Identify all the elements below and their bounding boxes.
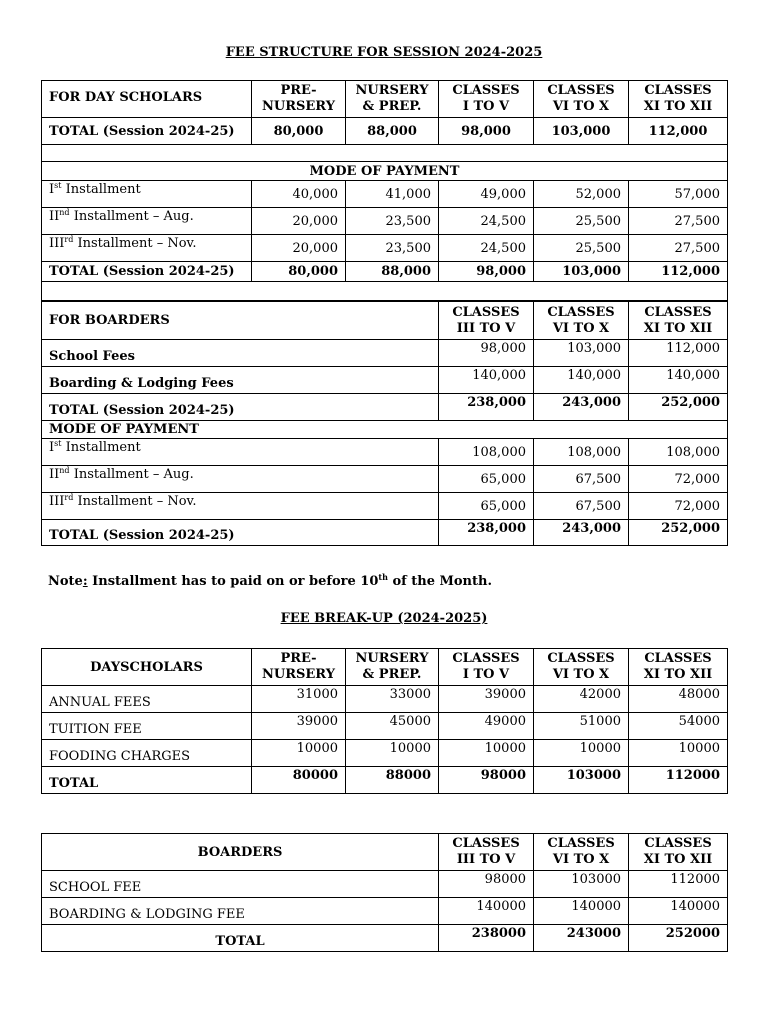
installment-label: IIIrd Installment – Nov. xyxy=(42,235,252,262)
col-header: NURSERY & PREP. xyxy=(346,81,439,118)
installment-value: 27,500 xyxy=(629,235,728,262)
row-value: 10000 xyxy=(439,740,534,767)
total-value: 103,000 xyxy=(534,118,629,145)
installment-value: 24,500 xyxy=(439,235,534,262)
installment-value: 41,000 xyxy=(346,181,439,208)
total-value: 112,000 xyxy=(629,118,728,145)
total-value: 103000 xyxy=(534,767,629,794)
mode-total-value: 243,000 xyxy=(534,520,629,546)
total-value: 252,000 xyxy=(629,394,728,421)
installment-value: 67,500 xyxy=(534,493,629,520)
total-value: 88,000 xyxy=(346,118,439,145)
col-header: CLASSES I TO V xyxy=(439,81,534,118)
mode-total-value: 98,000 xyxy=(439,262,534,282)
installment-value: 27,500 xyxy=(629,208,728,235)
installment-value: 23,500 xyxy=(346,208,439,235)
breakup-dayscholars-table xyxy=(41,648,728,794)
installment-value: 57,000 xyxy=(629,181,728,208)
installment-value: 108,000 xyxy=(629,439,728,466)
boarders-table xyxy=(41,301,728,546)
installment-value: 40,000 xyxy=(252,181,346,208)
row-value: 54000 xyxy=(629,713,728,740)
total-label: TOTAL xyxy=(42,925,439,952)
row-label: Boarding & Lodging Fees xyxy=(42,367,439,394)
row-value: 112,000 xyxy=(629,340,728,367)
row-value: 10000 xyxy=(534,740,629,767)
installment-value: 72,000 xyxy=(629,466,728,493)
row-value: 140,000 xyxy=(439,367,534,394)
installment-value: 25,500 xyxy=(534,235,629,262)
mode-of-payment-label: MODE OF PAYMENT xyxy=(42,421,728,439)
total-value: 252000 xyxy=(629,925,728,952)
row-label: TUITION FEE xyxy=(42,713,252,740)
installment-label: IIIrd Installment – Nov. xyxy=(42,493,439,520)
row-value: 31000 xyxy=(252,686,346,713)
installment-value: 108,000 xyxy=(534,439,629,466)
row-label: FOODING CHARGES xyxy=(42,740,252,767)
col-header: CLASSES XI TO XII xyxy=(629,302,728,340)
boarders-label: FOR BOARDERS xyxy=(42,302,439,340)
installment-value: 23,500 xyxy=(346,235,439,262)
total-label: TOTAL xyxy=(42,767,252,794)
row-value: 10000 xyxy=(346,740,439,767)
mode-total-value: 112,000 xyxy=(629,262,728,282)
row-value: 103,000 xyxy=(534,340,629,367)
row-value: 39000 xyxy=(439,686,534,713)
row-value: 98,000 xyxy=(439,340,534,367)
installment-value: 65,000 xyxy=(439,493,534,520)
installment-value: 72,000 xyxy=(629,493,728,520)
installment-value: 49,000 xyxy=(439,181,534,208)
col-header: CLASSES XI TO XII xyxy=(629,649,728,686)
col-header: PRE- NURSERY xyxy=(252,649,346,686)
col-header: CLASSES XI TO XII xyxy=(629,81,728,118)
installment-value: 25,500 xyxy=(534,208,629,235)
col-header: CLASSES VI TO X xyxy=(534,81,629,118)
row-value: 10000 xyxy=(629,740,728,767)
installment-value: 67,500 xyxy=(534,466,629,493)
total-value: 98,000 xyxy=(439,118,534,145)
mode-total-value: 88,000 xyxy=(346,262,439,282)
col-header: CLASSES XI TO XII xyxy=(629,834,728,871)
total-value: 80,000 xyxy=(252,118,346,145)
col-header: CLASSES VI TO X xyxy=(534,302,629,340)
total-value: 112000 xyxy=(629,767,728,794)
row-value: 33000 xyxy=(346,686,439,713)
breakup-boarders-table xyxy=(41,833,728,952)
mode-total-label: TOTAL (Session 2024-25) xyxy=(42,262,252,282)
mode-total-value: 252,000 xyxy=(629,520,728,546)
installment-value: 20,000 xyxy=(252,235,346,262)
row-value: 140000 xyxy=(439,898,534,925)
breakup-title: FEE BREAK-UP (2024-2025) xyxy=(280,611,488,626)
page-title: FEE STRUCTURE FOR SESSION 2024-2025 xyxy=(225,45,543,60)
installment-value: 108,000 xyxy=(439,439,534,466)
col-header: NURSERY & PREP. xyxy=(346,649,439,686)
row-label: School Fees xyxy=(42,340,439,367)
total-label: TOTAL (Session 2024-25) xyxy=(42,394,439,421)
mode-of-payment-label: MODE OF PAYMENT xyxy=(42,162,728,181)
day-scholars-table xyxy=(41,80,728,301)
dayscholars-label: DAYSCHOLARS xyxy=(42,649,252,686)
total-value: 238,000 xyxy=(439,394,534,421)
row-value: 112000 xyxy=(629,871,728,898)
col-header: CLASSES III TO V xyxy=(439,834,534,871)
row-value: 45000 xyxy=(346,713,439,740)
boarders-label: BOARDERS xyxy=(42,834,439,871)
installment-value: 65,000 xyxy=(439,466,534,493)
total-value: 80000 xyxy=(252,767,346,794)
installment-value: 20,000 xyxy=(252,208,346,235)
row-value: 10000 xyxy=(252,740,346,767)
row-value: 140000 xyxy=(534,898,629,925)
total-label: TOTAL (Session 2024-25) xyxy=(42,118,252,145)
installment-label: IInd Installment – Aug. xyxy=(42,466,439,493)
mode-total-value: 80,000 xyxy=(252,262,346,282)
day-label: FOR DAY SCHOLARS xyxy=(42,81,252,118)
col-header: CLASSES VI TO X xyxy=(534,834,629,871)
col-header: PRE- NURSERY xyxy=(252,81,346,118)
row-value: 42000 xyxy=(534,686,629,713)
installment-note: Note: Installment has to paid on or before 10th of the Month. xyxy=(48,572,492,589)
col-header: CLASSES III TO V xyxy=(439,302,534,340)
mode-total-label: TOTAL (Session 2024-25) xyxy=(42,520,439,546)
installment-value: 52,000 xyxy=(534,181,629,208)
col-header: CLASSES VI TO X xyxy=(534,649,629,686)
col-header: CLASSES I TO V xyxy=(439,649,534,686)
total-value: 88000 xyxy=(346,767,439,794)
row-label: SCHOOL FEE xyxy=(42,871,439,898)
row-value: 48000 xyxy=(629,686,728,713)
mode-total-value: 238,000 xyxy=(439,520,534,546)
row-value: 140000 xyxy=(629,898,728,925)
installment-label: IInd Installment – Aug. xyxy=(42,208,252,235)
spacer-row xyxy=(42,145,728,162)
installment-value: 24,500 xyxy=(439,208,534,235)
row-label: BOARDING & LODGING FEE xyxy=(42,898,439,925)
row-value: 98000 xyxy=(439,871,534,898)
total-value: 243000 xyxy=(534,925,629,952)
total-value: 243,000 xyxy=(534,394,629,421)
row-value: 140,000 xyxy=(629,367,728,394)
installment-label: Ist Installment xyxy=(42,439,439,466)
spacer-row xyxy=(42,282,728,301)
row-value: 49000 xyxy=(439,713,534,740)
mode-total-value: 103,000 xyxy=(534,262,629,282)
total-value: 238000 xyxy=(439,925,534,952)
row-value: 140,000 xyxy=(534,367,629,394)
row-value: 103000 xyxy=(534,871,629,898)
total-value: 98000 xyxy=(439,767,534,794)
row-label: ANNUAL FEES xyxy=(42,686,252,713)
row-value: 51000 xyxy=(534,713,629,740)
installment-label: Ist Installment xyxy=(42,181,252,208)
row-value: 39000 xyxy=(252,713,346,740)
